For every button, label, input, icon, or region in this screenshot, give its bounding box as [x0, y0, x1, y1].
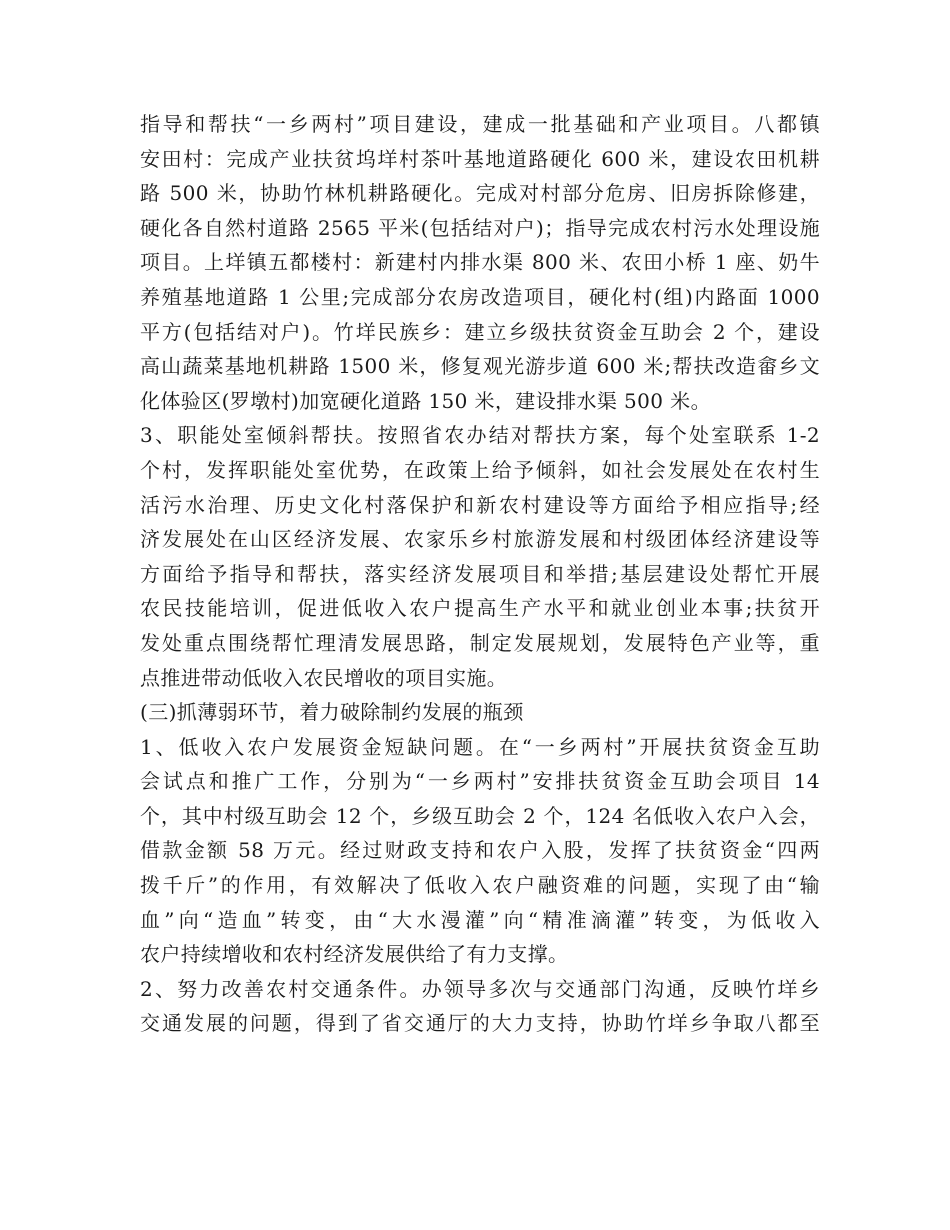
text-line: 农户持续增收和农村经济发展供给了有力支撑。: [140, 942, 569, 967]
text-line: 发处重点围绕帮忙理清发展思路，制定发展规划，发展特色产业等，重: [140, 630, 820, 655]
document-body: [140, 107, 820, 1041]
text-line: 硬化各自然村道路 2565 平米(包括结对户)；指导完成农村污水处理设施: [140, 215, 820, 240]
text-line: 项目。上垟镇五都楼村：新建村内排水渠 800 米、农田小桥 1 座、奶牛: [140, 250, 820, 275]
text-line: 安田村：完成产业扶贫坞垟村茶叶基地道路硬化 600 米，建设农田机耕: [140, 146, 820, 171]
text-line: 高山蔬菜基地机耕路 1500 米，修复观光游步道 600 米;帮扶改造畲乡文: [140, 354, 820, 379]
text-line: 会试点和推广工作，分别为“一乡两村”安排扶贫资金互助会项目 14: [140, 769, 820, 794]
text-line: 借款金额 58 万元。经过财政支持和农户入股，发挥了扶贫资金“四两: [140, 838, 820, 863]
text-line: 活污水治理、历史文化村落保护和新农村建设等方面给予相应指导;经: [140, 492, 820, 517]
text-line: 济发展处在山区经济发展、农家乐乡村旅游发展和村级团体经济建设等: [140, 527, 820, 552]
text-line: 2、努力改善农村交通条件。办领导多次与交通部门沟通，反映竹垟乡: [140, 976, 820, 1001]
text-line: 化体验区(罗墩村)加宽硬化道路 150 米，建设排水渠 500 米。: [140, 388, 711, 413]
text-line: 1、低收入农户发展资金短缺问题。在“一乡两村”开展扶贫资金互助: [140, 734, 820, 759]
text-line: 3、职能处室倾斜帮扶。按照省农办结对帮扶方案，每个处室联系 1-2: [140, 423, 820, 448]
text-line: 点推进带动低收入农民增收的项目实施。: [140, 665, 508, 690]
text-line: 路 500 米，协助竹林机耕路硬化。完成对村部分危房、旧房拆除修建，: [140, 181, 820, 206]
text-line: 指导和帮扶“一乡两村”项目建设，建成一批基础和产业项目。八都镇: [140, 112, 820, 136]
text-line: 农民技能培训，促进低收入农户提高生产水平和就业创业本事;扶贫开: [140, 596, 820, 621]
text-line: 交通发展的问题，得到了省交通厅的大力支持，协助竹垟乡争取八都至: [140, 1011, 820, 1036]
section-heading: (三)抓薄弱环节，着力破除制约发展的瓶颈: [140, 700, 524, 725]
text-line: 方面给予指导和帮扶，落实经济发展项目和举措;基层建设处帮忙开展: [140, 561, 820, 586]
text-line: 养殖基地道路 1 公里;完成部分农房改造项目，硬化村(组)内路面 1000: [140, 284, 820, 309]
text-line: 个，其中村级互助会 12 个，乡级互助会 2 个，124 名低收入农户入会，: [140, 803, 820, 828]
text-line: 血”向“造血”转变，由“大水漫灌”向“精准滴灌”转变，为低收入: [140, 907, 820, 932]
text-line: 个村，发挥职能处室优势，在政策上给予倾斜，如社会发展处在农村生: [140, 457, 820, 482]
text-line: 拨千斤”的作用，有效解决了低收入农户融资难的问题，实现了由“输: [140, 873, 820, 898]
text-line: 平方(包括结对户)。竹垟民族乡：建立乡级扶贫资金互助会 2 个，建设: [140, 319, 820, 344]
